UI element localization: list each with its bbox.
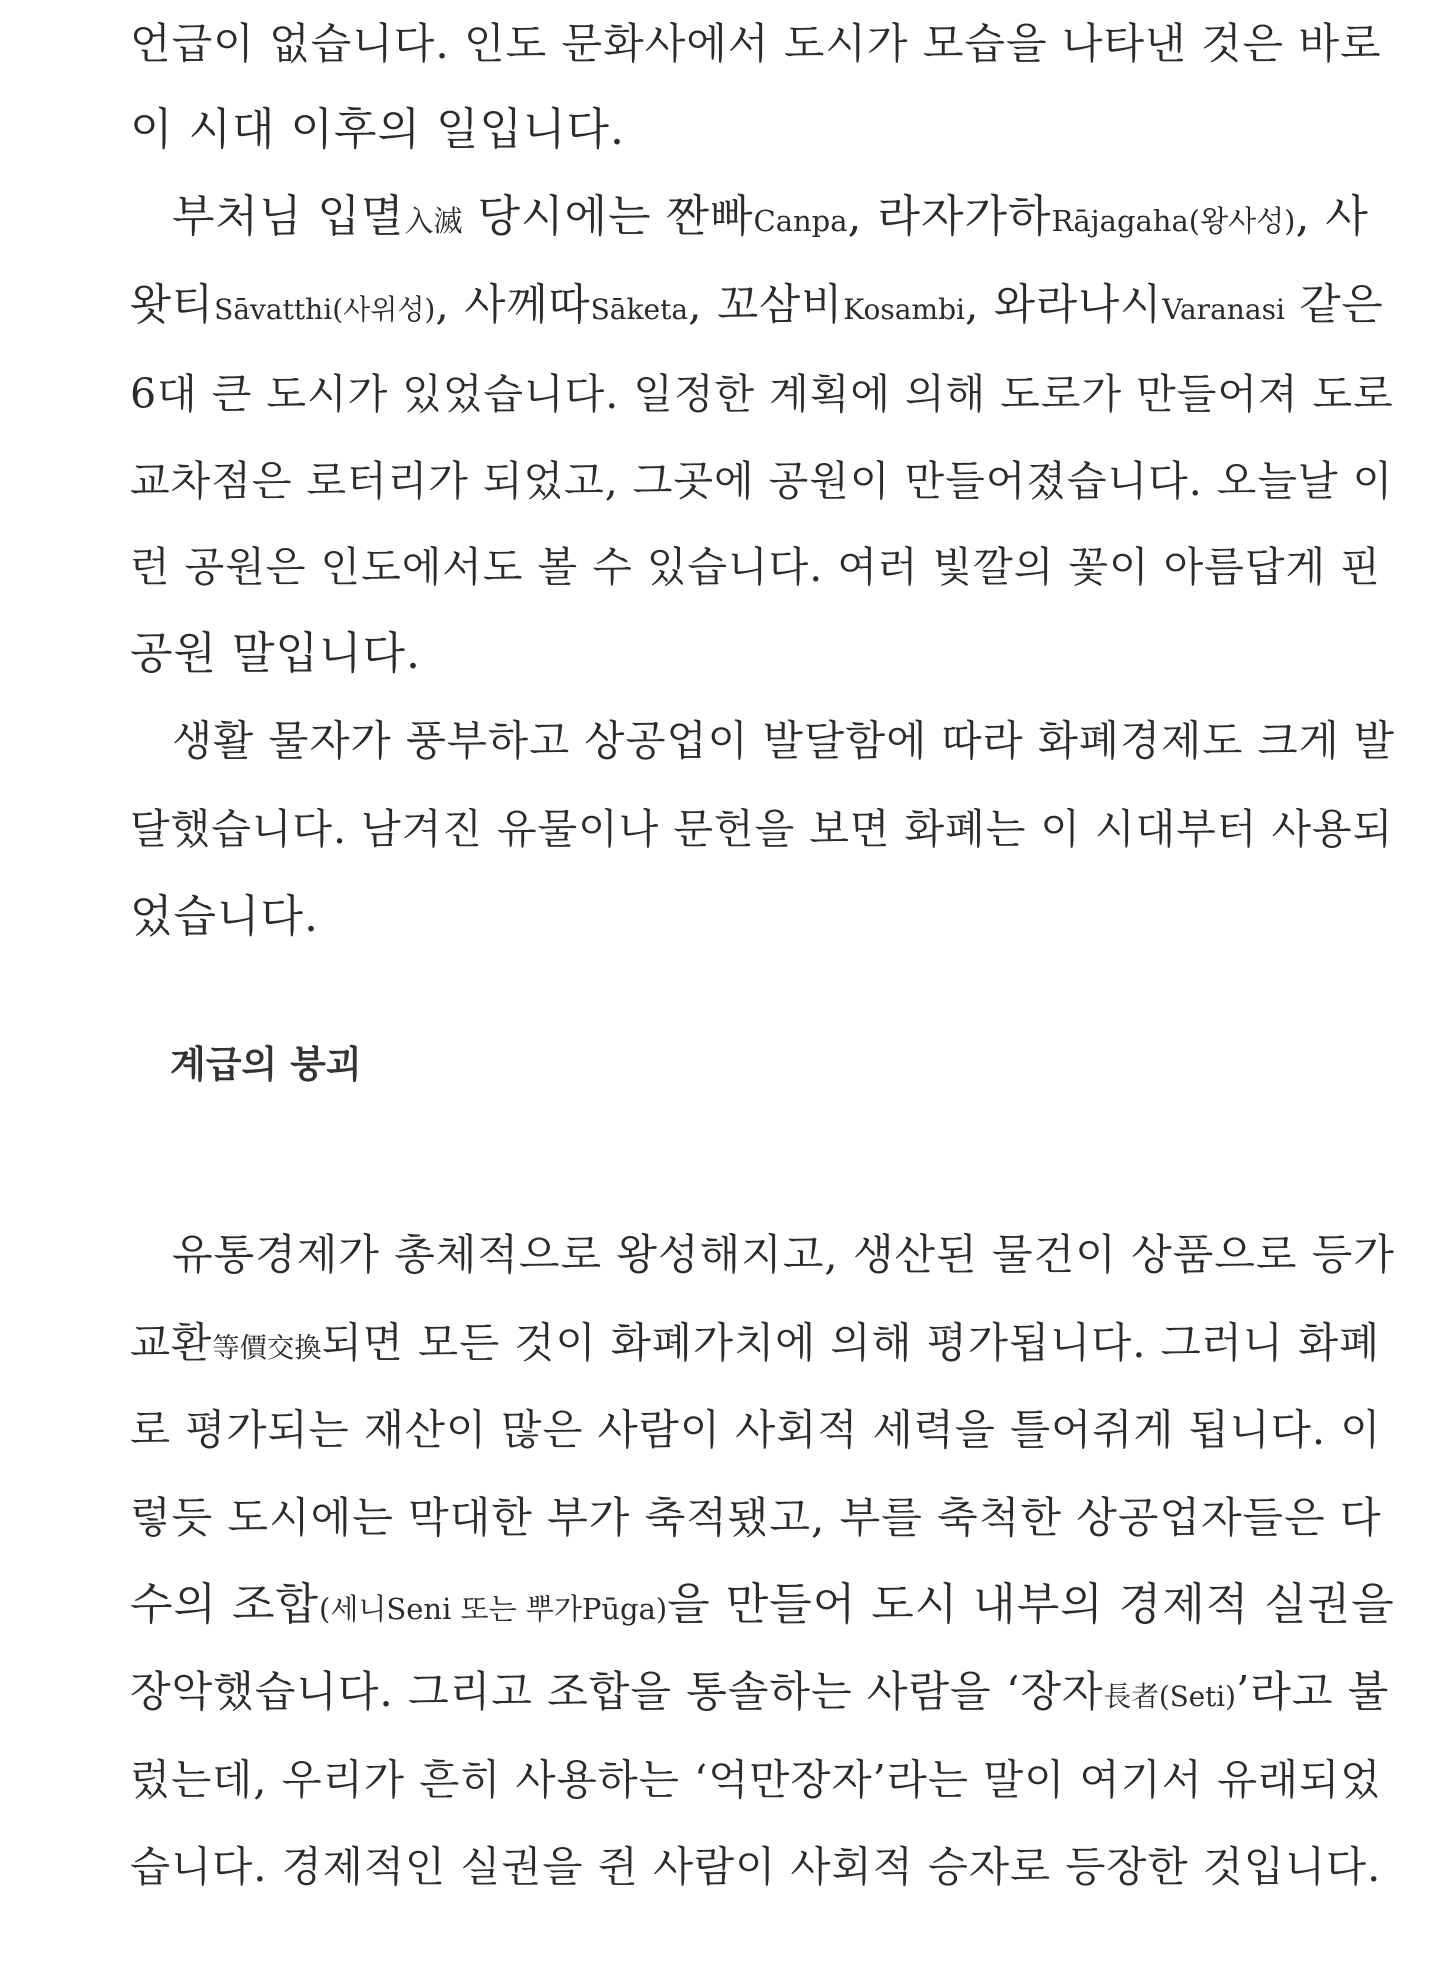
pali-annotation: Rājagaha(왕사성) <box>1051 204 1296 238</box>
pali-annotation: Kosambi <box>843 293 966 326</box>
pali-annotation: (세니Seni 또는 뿌가Pūga) <box>319 1592 668 1626</box>
text-line <box>130 100 625 160</box>
text-segment: 이 시대 이후의 일입니다. <box>130 104 625 155</box>
text-line <box>130 1750 1381 1810</box>
text-segment: 었습니다. <box>130 891 320 942</box>
text-segment: , 와라나시 <box>965 281 1163 330</box>
text-segment: 습니다. 경제적인 실권을 쥔 사람이 사회적 승자로 등장한 것입니다. <box>130 1842 1382 1891</box>
text-segment: 장악했습니다. 그리고 조합을 통솔하는 사람을 ‘장자 <box>130 1667 1104 1716</box>
text-line <box>130 1313 1380 1379</box>
hanja-annotation: 等價交換 <box>212 1333 322 1364</box>
text-segment: 교차점은 로터리가 되었고, 그곳에 공원이 만들어졌습니다. 오늘날 이 <box>130 457 1394 505</box>
text-segment: 당시에는 짠빠 <box>462 191 754 242</box>
text-segment: 런 공원은 인도에서도 볼 수 있습니다. 여러 빛깔의 꽃이 아름답게 핀 <box>130 543 1381 591</box>
text-segment: 유통경제가 총체적으로 왕성해지고, 생산된 물건이 상품으로 등가 <box>172 1230 1395 1279</box>
text-segment: 생활 물자가 풍부하고 상공업이 발달함에 따라 화폐경제도 크게 발 <box>172 716 1395 765</box>
text-line <box>130 1488 1382 1548</box>
text-line <box>130 276 1384 340</box>
text-segment: , 사 <box>1295 191 1369 242</box>
text-segment: 6대 큰 도시가 있었습니다. 일정한 계획에 의해 도로가 만들어져 도로 <box>130 370 1394 418</box>
text-segment: 교환 <box>130 1318 213 1367</box>
text-segment: 을 만들어 도시 내부의 경제적 실권을 <box>667 1579 1395 1630</box>
text-segment: 부처님 입멸 <box>172 191 405 242</box>
text-segment: 수의 조합 <box>130 1579 320 1630</box>
pali-annotation: Varanasi <box>1162 293 1285 326</box>
text-segment: 되면 모든 것이 화폐가치에 의해 평가됩니다. 그러니 화폐 <box>321 1318 1381 1367</box>
text-segment: , 꼬삼비 <box>688 281 844 330</box>
hanja-annotation: 入滅 <box>404 204 463 238</box>
text-segment: 로 평가되는 재산이 많은 사람이 사회적 세력을 틀어쥐게 됩니다. 이 <box>130 1405 1382 1454</box>
text-line <box>130 1575 1395 1639</box>
text-line <box>130 451 1393 511</box>
text-segment: 같은 <box>1284 281 1384 330</box>
pali-annotation: Sāketa <box>590 293 689 326</box>
text-line <box>130 799 1393 859</box>
section-heading: 계급의 붕괴 <box>170 1043 362 1086</box>
text-line <box>130 14 1382 74</box>
text-line <box>130 1662 1389 1727</box>
text-line <box>130 624 421 684</box>
text-segment: 렇듯 도시에는 막대한 부가 축적됐고, 부를 축척한 상공업자들은 다 <box>130 1493 1382 1542</box>
text-segment: 왓티 <box>130 281 215 330</box>
text-line <box>172 1225 1395 1285</box>
text-segment: , 라자가하 <box>847 191 1052 242</box>
text-line <box>130 537 1381 597</box>
pali-annotation: Canpa <box>753 204 848 238</box>
text-segment: 공원 말입니다. <box>130 628 421 679</box>
text-segment: ’라고 불 <box>1235 1667 1390 1716</box>
text-line <box>172 711 1395 771</box>
text-line <box>130 1400 1381 1460</box>
text-line <box>130 1837 1381 1897</box>
text-segment: 달했습니다. 남겨진 유물이나 문헌을 보면 화폐는 이 시대부터 사용되 <box>130 805 1394 853</box>
pali-annotation: Sāvatthi(사위성) <box>214 293 436 326</box>
text-segment: 언급이 없습니다. 인도 문화사에서 도시가 모습을 나타낸 것은 바로 <box>130 19 1382 68</box>
text-line <box>130 887 319 947</box>
text-segment: 렀는데, 우리가 흔히 사용하는 ‘억만장자’라는 말이 여기서 유래되었 <box>130 1755 1382 1804</box>
text-line <box>130 364 1394 424</box>
text-line <box>172 187 1369 251</box>
hanja-annotation: 長者(Seti) <box>1103 1680 1236 1713</box>
text-segment: , 사께따 <box>435 281 591 330</box>
